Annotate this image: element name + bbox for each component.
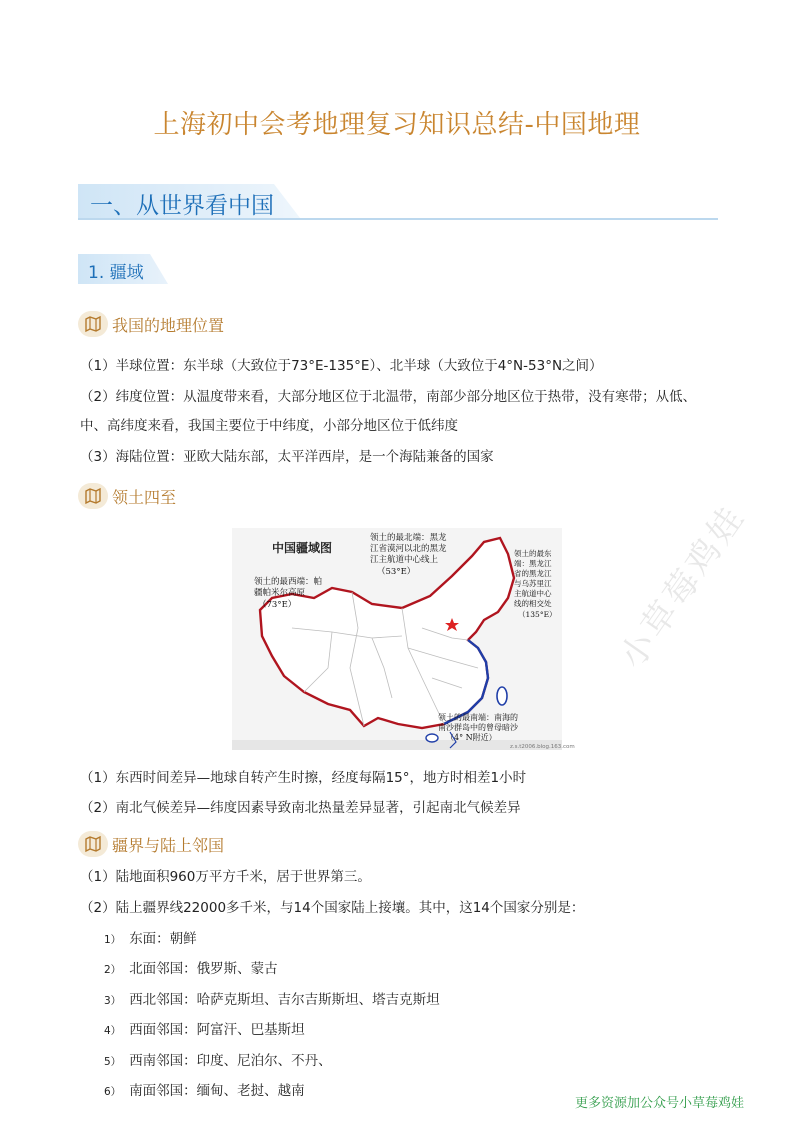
map-icon (78, 483, 108, 509)
map-south-label: 南沙群岛中的曾母暗沙 (438, 723, 518, 732)
china-territory-map (232, 528, 575, 750)
watermark: 小草莓鸡娃 (611, 497, 754, 676)
position-line: （2）纬度位置：从温度带来看，大部分地区位于北温带，南部少部分地区位于热带，没有寒带；从低、 (80, 389, 697, 405)
neighbor-item: 2） 北面邻国：俄罗斯、蒙古 (104, 961, 278, 977)
map-east-label: （135°E） (518, 610, 557, 619)
map-north-label: 江主航道中心线上 (370, 555, 439, 565)
territory-line: （1）东西时间差异—地球自转产生时擦，经度每隔15°，地方时相差1小时 (80, 770, 527, 786)
position-line: （3）海陆位置：亚欧大陆东部，太平洋西岸，是一个海陆兼备的国家 (80, 449, 494, 465)
neighbor-item: 6） 南面邻国：缅甸、老挝、越南 (104, 1083, 305, 1099)
borders-line: （1）陆地面积960万平方千米，居于世界第三。 (80, 869, 371, 885)
subsection-heading (78, 254, 168, 284)
borders-line: （2）陆上疆界线22000多千米，与14个国家陆上接壤。其中，这14个国家分别是： (80, 900, 585, 916)
map-west-label: 领土的最西端：帕 (254, 577, 323, 587)
map-credit: z.s.t2006.blog.163.com (510, 744, 575, 750)
neighbor-item: 5） 西南邻国：印度、尼泊尔、不丹、 (104, 1053, 332, 1069)
position-line: 中、高纬度来看，我国主要位于中纬度，小部分地区位于低纬度 (80, 418, 458, 434)
territory-heading-text: 领土四至 (112, 488, 177, 507)
map-north-label: （53°E） (377, 567, 416, 577)
map-icon (78, 311, 108, 337)
map-east-label: 省的黑龙江 (514, 569, 552, 578)
map-west-label: （73°E） (258, 600, 297, 610)
section-heading (78, 184, 718, 220)
document-title: 上海初中会考地理复习知识总结-中国地理 (153, 110, 641, 140)
section-heading-text: 一、从世界看中国 (90, 193, 274, 219)
map-north-label: 江省漠河以北的黑龙 (370, 544, 447, 554)
map-west-label: 疆帕米尔高原 (254, 588, 306, 598)
map-east-label: 领土的最东 (514, 549, 552, 558)
neighbor-item: 1） 东面：朝鲜 (104, 931, 197, 947)
footer-promo: 更多资源加公众号小草莓鸡娃 (575, 1096, 745, 1111)
map-east-label: 端：黑龙江 (514, 559, 552, 568)
position-line: （1）半球位置：东半球（大致位于73°E-135°E）、北半球（大致位于4°N-53°N之间） (80, 358, 603, 374)
map-east-label: 主航道中心 (514, 589, 552, 598)
map-east-label: 线的相交处 (514, 599, 552, 608)
neighbor-item: 4） 西面邻国：阿富汗、巴基斯坦 (104, 1022, 305, 1038)
map-north-label: 领土的最北端：黑龙 (370, 533, 447, 543)
map-south-label: （4° N附近） (446, 733, 497, 742)
neighbor-item: 3） 西北邻国：哈萨克斯坦、吉尔吉斯斯坦、塔吉克斯坦 (104, 992, 440, 1008)
territory-line: （2）南北气候差异—纬度因素导致南北热量差异显著，引起南北气候差异 (80, 800, 521, 816)
subsection-heading-text: 1. 疆域 (88, 263, 144, 283)
map-title: 中国疆域图 (272, 541, 333, 555)
position-heading-text: 我国的地理位置 (112, 316, 225, 335)
map-south-label: 领土的最南端：南海的 (438, 713, 518, 722)
map-icon (78, 831, 108, 857)
map-east-label: 与乌苏里江 (514, 579, 552, 588)
borders-heading-text: 疆界与陆上邻国 (112, 836, 225, 855)
